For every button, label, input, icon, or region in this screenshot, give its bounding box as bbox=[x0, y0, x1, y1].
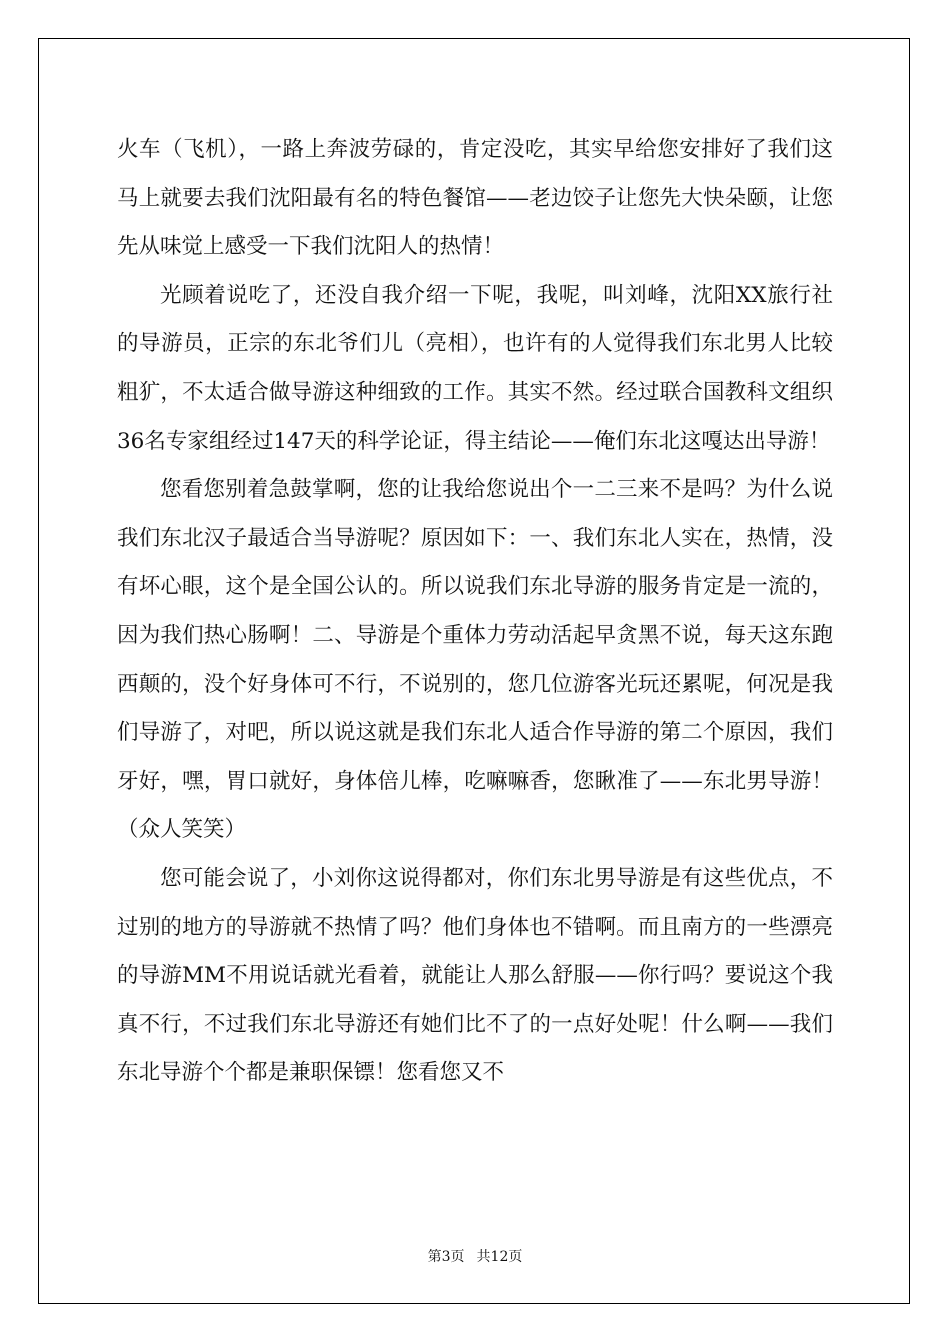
page-total: 共12页 bbox=[476, 1249, 523, 1265]
paragraph-1: 火车（飞机），一路上奔波劳碌的，肯定没吃，其实早给您安排好了我们这马上就要去我们沈阳最有名的特色餐馆——老边饺子让您先大快朵颐，让您先从味觉上感受一下我们沈阳人的热情！ bbox=[117, 137, 833, 260]
paragraph-3: 您看您别着急鼓掌啊，您的让我给您说出个一二三来不是吗？为什么说我们东北汉子最适合当导游呢？原因如下：一、我们东北人实在，热情，没有坏心眼，这个是全国公认的。所以说我们东北导游的服务肯定是一流的，因为我们热心肠啊！二、导游是个重体力劳动活起早贪黑不说，每天这东跑西颠的，没个好身体可不行，不说别的，您几位游客光玩还累呢，何况是我们导游了，对吧，所以说这就是我们东北人适合作导游的第二个原因，我们牙好，嘿，胃口就好，身体倍儿棒，吃嘛嘛香，您瞅准了——东北男导游！（众人笑笑） bbox=[117, 477, 833, 843]
document-body bbox=[117, 126, 833, 1098]
page-number: 第3页 bbox=[427, 1249, 465, 1265]
paragraph-2: 光顾着说吃了，还没自我介绍一下呢，我呢，叫刘峰，沈阳XX旅行社的导游员，正宗的东北爷们儿（亮相），也许有的人觉得我们东北男人比较粗犷，不太适合做导游这种细致的工作。其实不然。经过联合国教科文组织36名专家组经过147天的科学论证，得主结论——俺们东北这嘎达出导游！ bbox=[117, 282, 833, 454]
paragraph-4: 您可能会说了，小刘你这说得都对，你们东北男导游是有这些优点，不过别的地方的导游就不热情了吗？他们身体也不错啊。而且南方的一些漂亮的导游MM不用说话就光看着，就能让人那么舒服——你行吗？要说这个我真不行，不过我们东北导游还有她们比不了的一点好处呢！什么啊——我们东北导游个个都是兼职保镖！您看您又不 bbox=[117, 865, 833, 1086]
page-footer bbox=[0, 1246, 950, 1266]
